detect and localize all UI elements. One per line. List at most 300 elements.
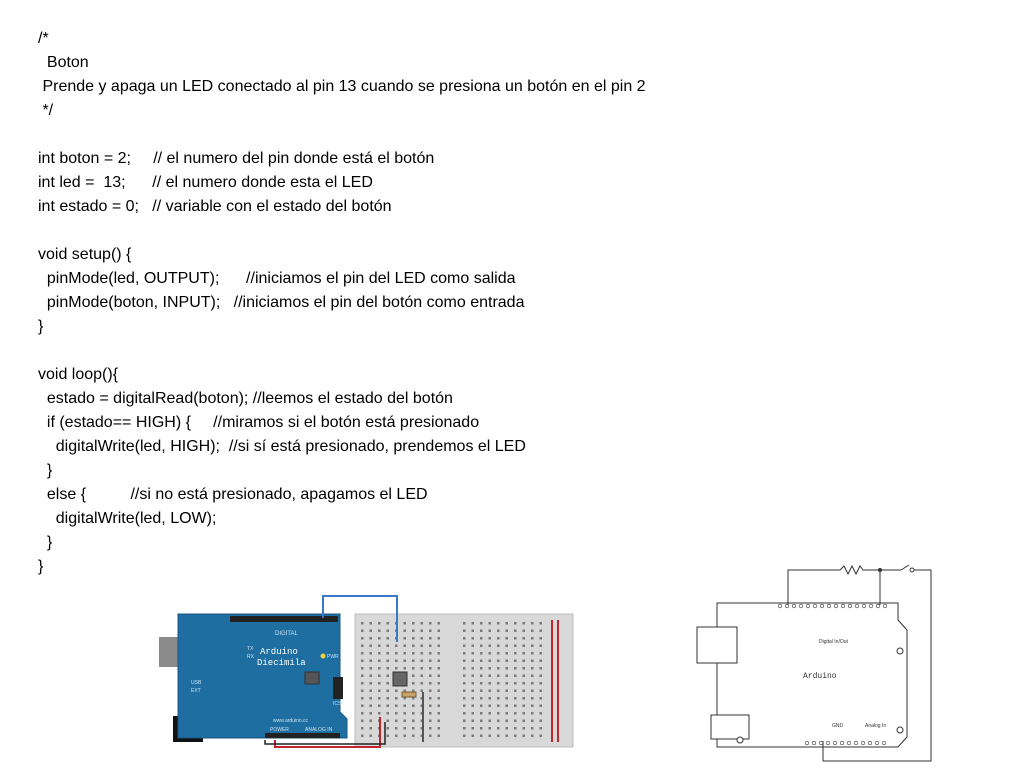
breadboard-hole (506, 690, 509, 693)
breadboard-hole (523, 660, 526, 663)
schematic-pin (855, 604, 859, 608)
breadboard-hole (438, 705, 441, 708)
breadboard-hole (463, 720, 466, 723)
board-name-line1: Arduino (260, 647, 298, 657)
breadboard-hole (361, 705, 364, 708)
breadboard-hole (506, 645, 509, 648)
code-line: int boton = 2; // el numero del pin donde está el botón (38, 150, 435, 167)
breadboard-hole (438, 652, 441, 655)
breadboard-hole (514, 735, 517, 738)
tx-label: TX (247, 646, 254, 652)
code-line: Boton (38, 54, 89, 71)
usb-label: USB (191, 680, 202, 686)
breadboard-hole (395, 727, 398, 730)
breadboard-hole (387, 735, 390, 738)
reset-button (305, 672, 319, 684)
breadboard-hole (489, 630, 492, 633)
schematic-pin (876, 604, 880, 608)
breadboard-hole (370, 712, 373, 715)
breadboard-hole (480, 690, 483, 693)
breadboard-hole (370, 727, 373, 730)
breadboard-hole (540, 690, 543, 693)
breadboard-hole (514, 690, 517, 693)
breadboard-hole (514, 697, 517, 700)
breadboard-hole (472, 720, 475, 723)
breadboard-hole (480, 705, 483, 708)
schematic-wire-5v (788, 570, 840, 605)
breadboard-hole (531, 682, 534, 685)
breadboard-hole (429, 712, 432, 715)
breadboard-hole (438, 637, 441, 640)
schematic-pin (841, 604, 845, 608)
breadboard-hole (421, 690, 424, 693)
breadboard-hole (514, 622, 517, 625)
breadboard-hole (472, 675, 475, 678)
schematic-power-jack (711, 715, 749, 739)
breadboard-hole (404, 622, 407, 625)
code-line (38, 123, 646, 147)
schematic-pin (848, 604, 852, 608)
arduino-breadboard-illustration (155, 592, 575, 752)
breadboard-hole (370, 630, 373, 633)
breadboard-hole (429, 720, 432, 723)
schematic-pin (778, 604, 782, 608)
breadboard-hole (361, 735, 364, 738)
breadboard-hole (370, 645, 373, 648)
ext-label: EXT (191, 688, 201, 694)
breadboard-hole (463, 705, 466, 708)
schematic-pin (813, 604, 817, 608)
breadboard-hole (472, 697, 475, 700)
code-line (38, 219, 646, 243)
breadboard-hole (361, 667, 364, 670)
breadboard-hole (395, 712, 398, 715)
website-label: www.arduino.cc (273, 718, 309, 724)
arduino-schematic-diagram (695, 565, 935, 763)
breadboard-hole (463, 712, 466, 715)
breadboard-hole (497, 675, 500, 678)
code-line: estado = digitalRead(boton); //leemos el estado del botón (38, 390, 453, 407)
breadboard-hole (370, 667, 373, 670)
breadboard-hole (480, 727, 483, 730)
breadboard-hole (378, 660, 381, 663)
breadboard-hole (361, 637, 364, 640)
breadboard-hole (480, 720, 483, 723)
breadboard-hole (463, 667, 466, 670)
breadboard-hole (421, 622, 424, 625)
breadboard-hole (489, 645, 492, 648)
breadboard-hole (489, 675, 492, 678)
schematic-pin (861, 741, 865, 745)
breadboard-hole (463, 637, 466, 640)
schematic-pin (826, 741, 830, 745)
breadboard-hole (489, 690, 492, 693)
breadboard-hole (497, 735, 500, 738)
breadboard-hole (370, 652, 373, 655)
breadboard-hole (506, 667, 509, 670)
code-line: void loop(){ (38, 366, 119, 383)
pushbutton (393, 672, 407, 686)
breadboard-hole (463, 622, 466, 625)
breadboard-hole (480, 630, 483, 633)
breadboard-hole (387, 660, 390, 663)
icsp-header (333, 677, 343, 699)
breadboard-hole (489, 735, 492, 738)
breadboard-hole (540, 652, 543, 655)
schematic-pin (806, 604, 810, 608)
breadboard-hole (514, 675, 517, 678)
breadboard-hole (506, 705, 509, 708)
breadboard-hole (438, 712, 441, 715)
breadboard-hole (523, 622, 526, 625)
breadboard-hole (489, 727, 492, 730)
breadboard-hole (540, 630, 543, 633)
breadboard-hole (429, 735, 432, 738)
code-line: int estado = 0; // variable con el estado del botón (38, 198, 392, 215)
breadboard-hole (438, 645, 441, 648)
breadboard-hole (370, 675, 373, 678)
breadboard-hole (412, 630, 415, 633)
resistor (402, 692, 416, 697)
schematic-gnd-label: GND (832, 723, 844, 729)
breadboard-hole (412, 660, 415, 663)
breadboard-hole (412, 637, 415, 640)
breadboard-hole (378, 637, 381, 640)
breadboard-hole (412, 705, 415, 708)
breadboard-hole (370, 622, 373, 625)
breadboard-hole (361, 675, 364, 678)
breadboard-hole (429, 622, 432, 625)
breadboard-hole (429, 697, 432, 700)
schematic-pin (840, 741, 844, 745)
breadboard-hole (395, 660, 398, 663)
breadboard-hole (438, 720, 441, 723)
breadboard-hole (370, 720, 373, 723)
breadboard-hole (387, 622, 390, 625)
breadboard-hole (497, 652, 500, 655)
schematic-pin (883, 604, 887, 608)
breadboard-hole (412, 652, 415, 655)
breadboard-hole (370, 637, 373, 640)
breadboard-hole (378, 622, 381, 625)
breadboard-hole (523, 727, 526, 730)
breadboard-hole (412, 735, 415, 738)
analog-header (265, 733, 340, 738)
schematic-pin (819, 741, 823, 745)
breadboard-hole (361, 712, 364, 715)
breadboard-hole (506, 682, 509, 685)
breadboard-hole (395, 690, 398, 693)
breadboard-hole (472, 712, 475, 715)
breadboard-hole (497, 660, 500, 663)
breadboard-hole (438, 630, 441, 633)
code-line: Prende y apaga un LED conectado al pin 13 cuando se presiona un botón en el pin 2 (38, 78, 646, 95)
breadboard-hole (497, 690, 500, 693)
schematic-digital-label: Digital In/Out (819, 639, 848, 645)
schematic-hole-2 (897, 727, 903, 733)
breadboard-hole (361, 622, 364, 625)
breadboard-hole (412, 645, 415, 648)
breadboard-hole (531, 645, 534, 648)
breadboard-hole (404, 705, 407, 708)
breadboard-hole (361, 697, 364, 700)
schematic-pin (827, 604, 831, 608)
breadboard-hole (540, 712, 543, 715)
schematic-pin (820, 604, 824, 608)
breadboard-hole (387, 720, 390, 723)
breadboard-hole (438, 622, 441, 625)
breadboard-hole (404, 630, 407, 633)
breadboard-hole (480, 697, 483, 700)
schematic-resistor (840, 566, 880, 574)
breadboard-hole (497, 637, 500, 640)
breadboard-hole (480, 667, 483, 670)
breadboard-hole (404, 727, 407, 730)
breadboard-hole (404, 735, 407, 738)
schematic-hole-3 (737, 737, 743, 743)
code-line: digitalWrite(led, LOW); (38, 510, 217, 527)
breadboard-hole (523, 675, 526, 678)
breadboard-hole (404, 660, 407, 663)
breadboard-hole (438, 735, 441, 738)
breadboard-hole (531, 727, 534, 730)
breadboard-hole (506, 630, 509, 633)
breadboard-hole (497, 720, 500, 723)
breadboard-hole (540, 682, 543, 685)
breadboard-hole (489, 660, 492, 663)
breadboard-hole (540, 705, 543, 708)
schematic-usb (697, 627, 737, 663)
breadboard-hole (531, 637, 534, 640)
digital-label: DIGITAL (275, 631, 298, 637)
breadboard-hole (472, 637, 475, 640)
breadboard-hole (378, 652, 381, 655)
breadboard-hole (472, 735, 475, 738)
schematic-pin (875, 741, 879, 745)
code-line: digitalWrite(led, HIGH); //si sí está presionado, prendemos el LED (38, 438, 526, 455)
breadboard-hole (497, 622, 500, 625)
breadboard-hole (387, 697, 390, 700)
breadboard-hole (523, 637, 526, 640)
breadboard-hole (395, 735, 398, 738)
code-line: void setup() { (38, 246, 132, 263)
breadboard-hole (480, 660, 483, 663)
breadboard-hole (412, 622, 415, 625)
breadboard-hole (387, 630, 390, 633)
digital-header (230, 616, 338, 622)
breadboard-hole (489, 682, 492, 685)
breadboard-hole (540, 727, 543, 730)
breadboard-hole (463, 630, 466, 633)
breadboard-hole (404, 645, 407, 648)
breadboard-hole (387, 690, 390, 693)
breadboard-hole (514, 705, 517, 708)
code-line: pinMode(boton, INPUT); //iniciamos el pin del botón como entrada (38, 294, 525, 311)
breadboard-hole (438, 727, 441, 730)
breadboard-hole (506, 622, 509, 625)
schematic-pin (868, 741, 872, 745)
breadboard-hole (531, 690, 534, 693)
breadboard-hole (463, 690, 466, 693)
breadboard-hole (463, 682, 466, 685)
breadboard-hole (404, 652, 407, 655)
schematic-hole-1 (897, 648, 903, 654)
breadboard-hole (429, 667, 432, 670)
breadboard-hole (378, 697, 381, 700)
breadboard-hole (463, 675, 466, 678)
schematic-pin (833, 741, 837, 745)
breadboard-hole (506, 712, 509, 715)
breadboard-hole (387, 652, 390, 655)
schematic-pin (869, 604, 873, 608)
breadboard-hole (421, 630, 424, 633)
breadboard-hole (378, 690, 381, 693)
breadboard-hole (480, 645, 483, 648)
breadboard-hole (387, 712, 390, 715)
breadboard-hole (412, 682, 415, 685)
code-listing (38, 27, 646, 579)
breadboard-hole (438, 667, 441, 670)
breadboard-hole (531, 622, 534, 625)
breadboard-hole (531, 697, 534, 700)
breadboard-hole (480, 712, 483, 715)
breadboard-hole (395, 697, 398, 700)
breadboard-hole (387, 682, 390, 685)
schematic-board-label: Arduino (803, 672, 837, 681)
breadboard-hole (438, 682, 441, 685)
schematic-pin (882, 741, 886, 745)
breadboard-hole (472, 660, 475, 663)
breadboard-hole (531, 705, 534, 708)
breadboard-hole (540, 660, 543, 663)
schematic-switch-contact (910, 568, 914, 572)
breadboard-hole (531, 660, 534, 663)
breadboard-hole (395, 720, 398, 723)
breadboard-hole (361, 660, 364, 663)
breadboard-hole (506, 697, 509, 700)
breadboard-hole (404, 712, 407, 715)
breadboard-hole (421, 637, 424, 640)
breadboard-hole (387, 675, 390, 678)
breadboard-hole (472, 690, 475, 693)
rx-label: RX (247, 654, 254, 660)
breadboard-hole (540, 675, 543, 678)
breadboard-hole (421, 660, 424, 663)
breadboard-hole (395, 705, 398, 708)
breadboard-hole (514, 720, 517, 723)
breadboard-hole (412, 675, 415, 678)
breadboard-hole (421, 645, 424, 648)
breadboard-hole (540, 645, 543, 648)
breadboard-hole (497, 697, 500, 700)
pwr-led (321, 654, 326, 659)
breadboard-hole (421, 675, 424, 678)
breadboard-hole (497, 667, 500, 670)
breadboard-hole (489, 712, 492, 715)
breadboard-hole (472, 667, 475, 670)
breadboard-hole (438, 675, 441, 678)
breadboard-hole (514, 712, 517, 715)
breadboard-hole (472, 727, 475, 730)
code-line: pinMode(led, OUTPUT); //iniciamos el pin del LED como salida (38, 270, 516, 287)
breadboard-hole (523, 667, 526, 670)
breadboard-hole (370, 660, 373, 663)
breadboard-hole (506, 652, 509, 655)
breadboard-hole (412, 727, 415, 730)
breadboard-hole (540, 667, 543, 670)
breadboard-hole (421, 652, 424, 655)
breadboard-hole (463, 727, 466, 730)
breadboard-hole (429, 637, 432, 640)
breadboard-hole (404, 637, 407, 640)
breadboard-hole (523, 682, 526, 685)
breadboard-hole (463, 735, 466, 738)
breadboard-hole (370, 697, 373, 700)
breadboard-hole (497, 645, 500, 648)
icsp-label: ICSP (333, 701, 345, 707)
code-line: } (38, 462, 53, 479)
breadboard-hole (506, 675, 509, 678)
breadboard-hole (506, 727, 509, 730)
breadboard-hole (514, 667, 517, 670)
breadboard-hole (523, 705, 526, 708)
breadboard-hole (480, 622, 483, 625)
breadboard-hole (531, 675, 534, 678)
breadboard-hole (370, 690, 373, 693)
breadboard-hole (489, 705, 492, 708)
breadboard-hole (497, 712, 500, 715)
breadboard-hole (506, 637, 509, 640)
breadboard-hole (463, 645, 466, 648)
breadboard-hole (489, 697, 492, 700)
breadboard-hole (412, 720, 415, 723)
breadboard-hole (514, 645, 517, 648)
breadboard-hole (387, 705, 390, 708)
breadboard-hole (387, 645, 390, 648)
breadboard-hole (506, 735, 509, 738)
code-line: } (38, 558, 44, 575)
schematic-pin (805, 741, 809, 745)
breadboard-hole (531, 735, 534, 738)
breadboard-hole (395, 645, 398, 648)
breadboard-hole (429, 630, 432, 633)
breadboard-hole (514, 637, 517, 640)
code-line: */ (38, 102, 54, 119)
breadboard-hole (472, 652, 475, 655)
pwr-label: PWR (327, 654, 339, 660)
breadboard-hole (378, 630, 381, 633)
breadboard-hole (489, 637, 492, 640)
breadboard-hole (404, 667, 407, 670)
breadboard-hole (506, 660, 509, 663)
breadboard-hole (438, 660, 441, 663)
breadboard-hole (387, 637, 390, 640)
schematic-pin (799, 604, 803, 608)
code-line: int led = 13; // el numero donde esta el LED (38, 174, 373, 191)
breadboard-hole (429, 675, 432, 678)
breadboard-hole (523, 645, 526, 648)
breadboard-hole (387, 727, 390, 730)
breadboard-hole (531, 630, 534, 633)
breadboard-hole (429, 705, 432, 708)
breadboard-hole (429, 690, 432, 693)
breadboard-hole (540, 622, 543, 625)
schematic-switch (901, 565, 909, 570)
breadboard-hole (506, 720, 509, 723)
breadboard-hole (361, 720, 364, 723)
breadboard-hole (514, 652, 517, 655)
breadboard-hole (361, 690, 364, 693)
